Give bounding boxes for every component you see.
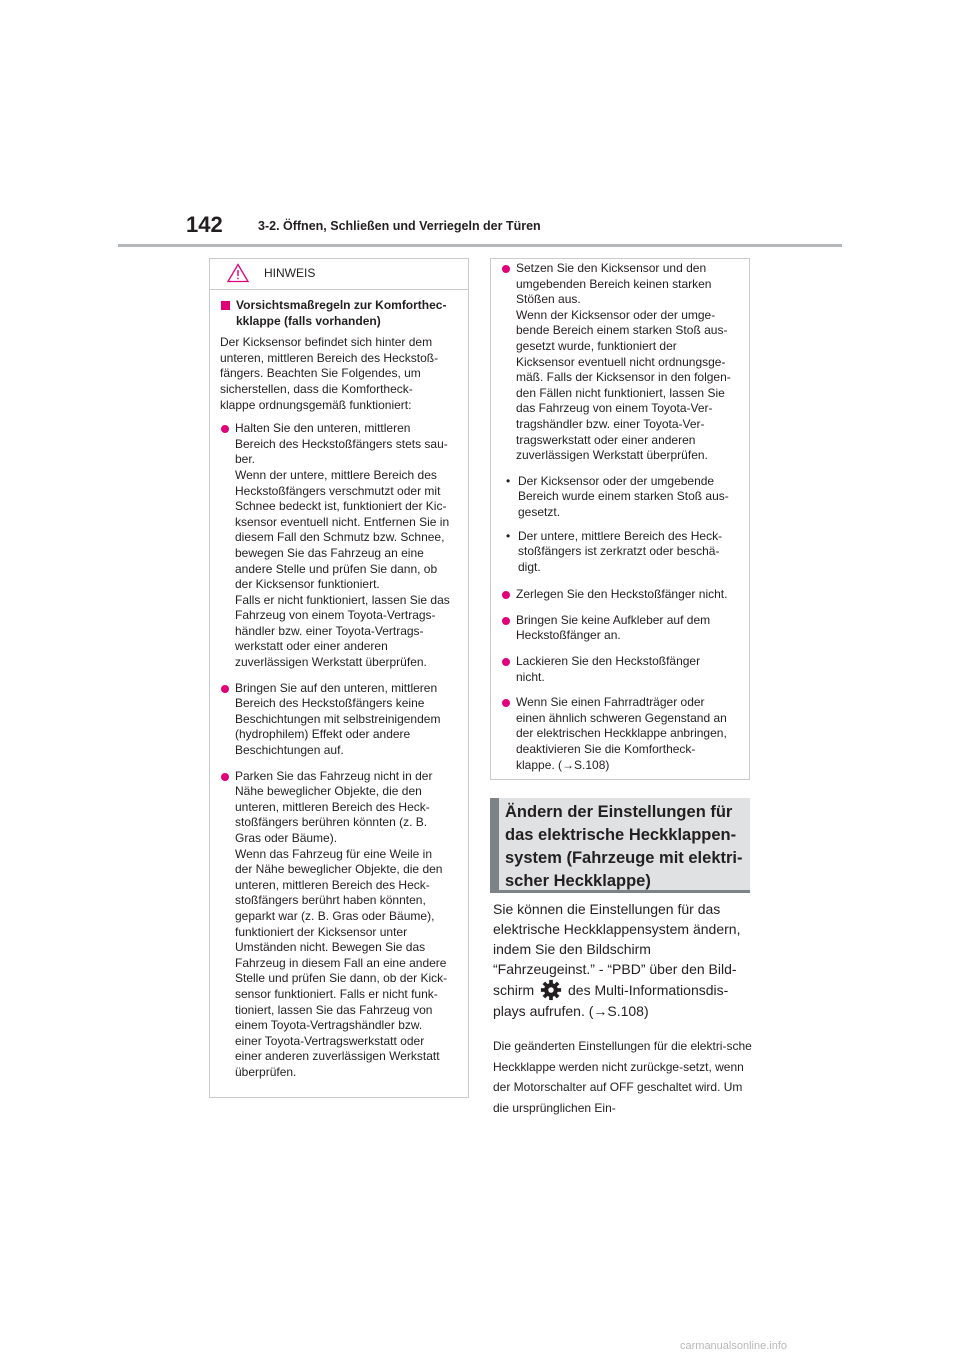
bullet-dot-icon: [502, 658, 510, 666]
notice-content: [210, 290, 468, 1081]
bullet-dot-icon: [502, 591, 510, 599]
bullet-dot-icon: [221, 685, 229, 693]
section-note: Die geänderten Einstellungen für die elektri-sche Heckklappe werden nicht zurückge-setzt, wenn der Motorschalter auf OFF geschaltet wird. Um die ursprünglichen Ein-: [493, 1039, 752, 1115]
sub-bullet-marker: •: [506, 528, 511, 543]
bullet-dot-icon: [502, 617, 510, 625]
section-body: [493, 899, 755, 1021]
bullet-dot-icon: [221, 425, 229, 433]
notice-subheading: [220, 298, 458, 329]
notice-header: [210, 259, 468, 290]
list-item-text: Lackieren Sie den Heckstoßfänger nicht.: [516, 654, 701, 684]
list-item: [220, 769, 458, 1081]
list-item-text: Bringen Sie keine Aufkleber auf dem Heckstoßfänger an.: [516, 612, 711, 643]
list-item-text: Bringen Sie auf den unteren, mittleren Bereich des Heckstoßfängers keine Beschichtungen mit selbstreinigendem (hydrophilem) Effekt oder andere Beschichtungen auf.: [235, 680, 441, 758]
section-body-text-2: des Multi-Informationsdis-plays aufrufen. (→S.108): [493, 982, 729, 1019]
section-heading-box: [490, 798, 750, 893]
page-number: 142: [186, 212, 223, 237]
list-item: [220, 421, 458, 671]
warning-triangle-icon: [227, 263, 249, 283]
bullet-dot-icon: [502, 265, 510, 273]
sub-bullet-marker: •: [506, 473, 511, 488]
notice-box-left: [209, 258, 469, 1098]
section-heading-bar: [490, 798, 499, 893]
section-body-text-1: Sie können die Einstellungen für das elektrische Heckklappensystem ändern, indem Sie den Bildschirm “Fahrzeugeinst.” - “PBD” über den Bild-schirm: [493, 901, 741, 998]
list-item: [501, 587, 739, 603]
square-bullet-icon: [221, 301, 230, 310]
bullet-dot-icon: [221, 773, 229, 781]
chapter-title: 3-2. Öffnen, Schließen und Verriegeln der Türen: [258, 219, 541, 233]
header-rule: [118, 244, 842, 247]
notice-intro: Der Kicksensor befindet sich hinter dem unteren, mittleren Bereich des Heckstoß- fängers. Beachten Sie Folgendes, um sicherstellen, dass die Komfortheck- klappe ordnungsgemäß funktioniert:: [220, 335, 439, 412]
gear-icon: [540, 979, 562, 1001]
section-heading: Ändern der Einstellungen für das elektrische Heckklappen- system (Fahrzeuge mit elektri- scher Heckklappe): [505, 803, 743, 890]
watermark-text: carmanualsonline.info: [680, 1340, 788, 1352]
sub-list-item: [506, 474, 739, 521]
list-item-text: Zerlegen Sie den Heckstoßfänger nicht.: [516, 587, 728, 602]
bullet-dot-icon: [502, 699, 510, 707]
list-item: [501, 613, 739, 644]
notice-content-continued: [491, 259, 749, 773]
sub-list-item-text: Der untere, mittlere Bereich des Heck- stoßfängers ist zerkratzt oder beschä- digt.: [518, 528, 723, 574]
sub-list-item: [506, 529, 739, 576]
list-item-text: Halten Sie den unteren, mittleren Bereich des Heckstoßfängers stets sau- ber. Wenn der untere, mittlere Bereich des Heckstoßfängers verschmutzt oder mit Schnee bedeckt ist, funktioniert der Kic- ksensor eventuell nicht. Entfernen Sie in diesem Fall den Schmutz bzw. Schnee, bewegen Sie das Fahrzeug an eine andere Stelle und prüfen Sie dann, ob der Kicksensor funktioniert. Falls er nicht funktioniert, lassen Sie das Fahrzeug von einem Toyota-Vertrags- händler bzw. einer Toyota-Vertrags- werkstatt oder einer anderen zuverlässigen Werkstatt überprüfen.: [235, 421, 450, 670]
list-item: [501, 261, 739, 464]
list-item: [501, 654, 739, 685]
sub-list-item-text: Der Kicksensor oder der umgebende Bereich wurde einem starken Stoß aus- gesetzt.: [518, 473, 729, 519]
list-item-text: Setzen Sie den Kicksensor und den umgebenden Bereich keinen starken Stößen aus. Wenn der Kicksensor oder der umge- bende Bereich einem starken Stoß aus- gesetzt wurde, funktioniert der Kicksensor eventuell nicht ordnungsge- mäß. Falls der Kicksensor in den folgen- den Fällen nicht funktioniert, lassen Sie das Fahrzeug von einem Toyota-Ver- tragshändler bzw. einer Toyota-Ver- tragswerkstatt oder einer anderen zuverlässigen Werkstatt überprüfen.: [516, 261, 731, 463]
list-item-text: Wenn Sie einen Fahrradträger oder einen ähnlich schweren Gegenstand an der elektrischen Heckklappe anbringen, deaktivieren Sie die Komfortheck- klappe. (→S.108): [516, 695, 727, 772]
list-item-text: Parken Sie das Fahrzeug nicht in der Nähe beweglicher Objekte, die den unteren, mittleren Bereich des Heck- stoßfängers berühren könnten (z. B. Gras oder Bäume). Wenn das Fahrzeug für eine Weile in der Nähe beweglicher Objekte, die den unteren, mittleren Bereich des Heck- stoßfängers berührt haben könnten, geparkt war (z. B. Gras oder Bäume), funktioniert der Kicksensor unter Umständen nicht. Bewegen Sie das Fahrzeug in diesem Fall an eine andere Stelle und prüfen Sie dann, ob der Kick- sensor funktioniert. Falls er nicht funk- tioniert, lassen Sie das Fahrzeug von einem Toyota-Vertragshändler bzw. einer Toyota-Vertragswerkstatt oder einer anderen zuverlässigen Werkstatt überprüfen.: [235, 768, 448, 1079]
list-item: [501, 695, 739, 773]
notice-box-right: [490, 258, 750, 780]
notice-label: HINWEIS: [264, 266, 316, 280]
list-item: [220, 681, 458, 759]
subheading-text: Vorsichtsmaßregeln zur Komforthec- kklappe (falls vorhanden): [236, 298, 447, 328]
